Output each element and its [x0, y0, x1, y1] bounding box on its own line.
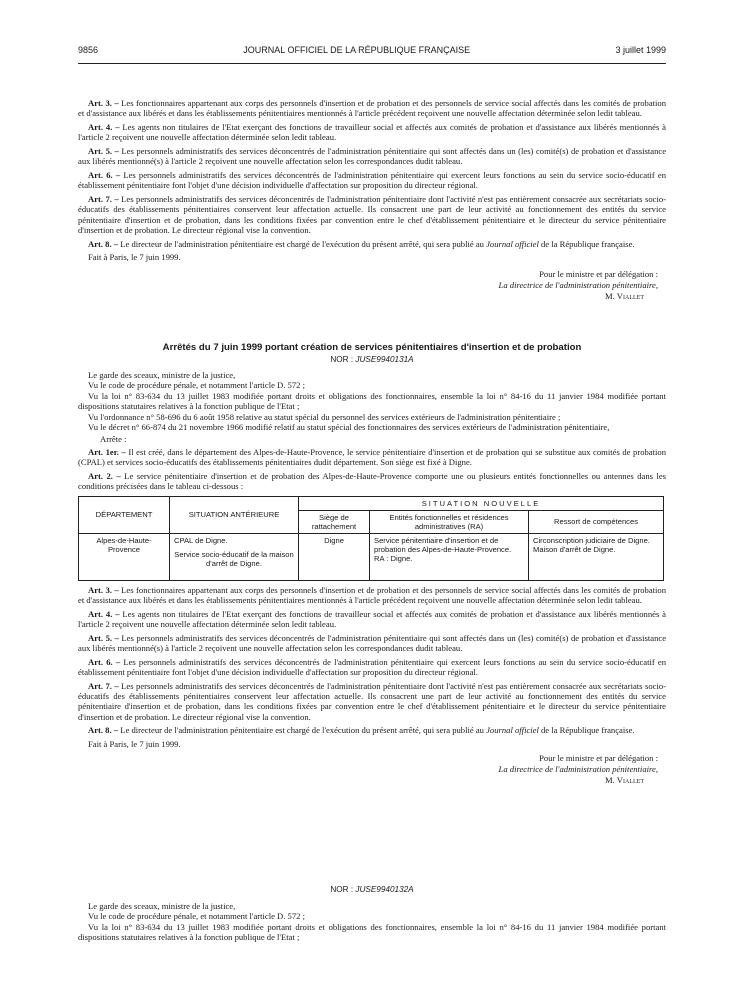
col-header-siege: Siège de rattachement — [299, 510, 370, 533]
col-header-situation-nouvelle: SITUATION NOUVELLE — [299, 496, 664, 510]
article-8: Art. 8. – Le directeur de l'administration pénitentiaire est chargé de l'exécution du présent arrêté, qui sera publié au Journal officiel de la République française. — [88, 238, 635, 249]
article-1: Art. 1er. – Il est créé, dans le département des Alpes-de-Haute-Provence, le service pénitentiaire d'insertion et de probation qui se substitue aux comités de probation (CPAL) et services socio-éducatifs des établissements pénitentiaires dudit département. Son siège est fixé à Digne. — [78, 446, 666, 468]
col-header-situation-anterieure: SITUATION ANTÉRIEURE — [170, 496, 299, 533]
article-3: Art. 3. – Les fonctionnaires appartenant aux corps des personnels d'insertion et de probation et des personnels de service social affectés dans les comités de probation et d'assistance aux libérés et dans les établissements pénitentiaires mentionnés à l'article précédent reçoivent une nouvelle affectation déterminée selon ledit tableau. — [78, 98, 667, 119]
cell-entites: Service pénitentiaire d'insertion et de probation des Alpes-de-Haute-Provence. RA : Digne. — [370, 533, 529, 580]
preamble — [78, 901, 666, 943]
article-4: Art. 4. – Les agents non titulaires de l'Etat exerçant des fonctions de travailleur social et affectés aux comités de probation et d'assistance aux libérés mentionnés à l'article 2 reçoivent une nouvelle affectation déterminée selon ledit tableau. — [78, 122, 666, 143]
fait-a-paris: Fait à Paris, le 7 juin 1999. — [88, 739, 181, 750]
preamble-line: Vu l'ordonnance n° 58-696 du 6 août 1958 relative au statut spécial du personnel des services extérieurs de l'administration pénitentiaire ; — [88, 411, 561, 422]
preamble-line: Vu la loi n° 83-634 du 13 juillet 1983 modifiée portant droits et obligations des fonctionnaires, ensemble la loi n° 84-16 du 11 janvier 1984 modifiée portant dispositions statutaires relatives à la fonction publique de l'Etat ; — [78, 390, 666, 412]
articles-3-to-8 — [78, 585, 666, 787]
page-number: 9856 — [78, 45, 99, 55]
article-3: Art. 3. – Les fonctionnaires appartenant aux corps des personnels d'insertion et de probation et des personnels de service social affectés dans les comités de probation et d'assistance aux libérés et dans les établissements pénitentiaires mentionnés à l'article précédent reçoivent une nouvelle affectation déterminée selon ledit tableau. — [78, 584, 667, 606]
article-4: Art. 4. – Les agents non titulaires de l'Etat exerçant des fonctions de travailleur social et affectés aux comités de probation et d'assistance aux libérés mentionnés à l'article 2 reçoivent une nouvelle affectation déterminée selon ledit tableau. — [78, 608, 666, 630]
preamble-line: Le garde des sceaux, ministre de la justice, — [88, 901, 236, 911]
col-header-entites: Entités fonctionnelles et résidences administratives (RA) — [370, 510, 529, 533]
preamble-line: Le garde des sceaux, ministre de la justice, — [88, 370, 236, 380]
signature-block: Pour le ministre et par délégation : La directrice de l'administration pénitentiaire, M. Viallet — [498, 753, 658, 786]
signature-block: Pour le ministre et par délégation : La directrice de l'administration pénitentiaire, M. Viallet — [498, 268, 658, 301]
arrete-label: Arrête : — [100, 434, 127, 445]
assignment-table — [78, 496, 664, 581]
article-7: Art. 7. – Les personnels administratifs des services déconcentrés de l'administration pénitentiaire dont l'activité n'est pas entièrement consacrée aux secrétariats socio-éducatifs des établissements pénitentiaires conservent leur affectation actuelle. Ils consacrent une part de leur activité au fonctionnement des entités du service pénitentiaire d'insertion et de probation, dans les conditions fixées par convention entre le chef d'établissement pénitentiaire et le directeur du service pénitentiaire d'insertion et de probation. Le directeur régional vise la convention. — [78, 194, 666, 236]
decree-title: Arrêtés du 7 juin 1999 portant création de services pénitentiaires d'insertion et de probation — [162, 342, 582, 353]
header-rule — [78, 63, 666, 64]
preamble-line: Vu le code de procédure pénale, et notamment l'article D. 572 ; — [88, 380, 305, 391]
article-6: Art. 6. – Les personnels administratifs des services déconcentrés de l'administration pénitentiaire qui exercent leurs fonctions au sein du service socio-éducatif en établissement pénitentiaire font l'objet d'une décision individuelle d'affectation sur proposition du directeur régional. — [78, 170, 666, 191]
previous-decree-end — [78, 98, 666, 302]
cell-departement: Alpes-de-Haute-Provence — [79, 533, 170, 580]
col-header-ressort: Ressort de compétences — [529, 510, 664, 533]
fait-a-paris: Fait à Paris, le 7 juin 1999. — [88, 252, 181, 263]
nor-reference: NOR : JUSE9940131A — [330, 355, 414, 364]
preamble-line: Vu la loi n° 83-634 du 13 juillet 1983 modifiée portant droits et obligations des fonctionnaires, ensemble la loi n° 84-16 du 11 janvier 1984 modifiée portant dispositions statutaires relatives à la fonction publique de l'Etat ; — [78, 921, 666, 943]
article-2: Art. 2. – Le service pénitentiaire d'insertion et de probation des Alpes-de-Haute-Provence comporte une ou plusieurs entités fonctionnelles ou antennes dans les conditions précisées dans le tableau ci-dessous : — [78, 470, 666, 492]
journal-title: JOURNAL OFFICIEL DE LA RÉPUBLIQUE FRANÇAISE — [243, 45, 471, 55]
preamble — [78, 370, 666, 432]
decree-juse9940132a — [78, 884, 666, 943]
preamble-line: Vu le décret n° 66-874 du 21 novembre 1966 modifié relatif au statut spécial des fonctionnaires des services extérieurs de l'administration pénitentiaire, — [88, 422, 610, 433]
table-row — [79, 533, 664, 580]
decree-jusе9940131a — [78, 342, 666, 786]
cell-situation-anterieure: CPAL de Digne. Service socio-éducatif de la maison d'arrêt de Digne. — [170, 533, 299, 580]
cell-ressort: Circonscription judiciaire de Digne. Maison d'arrêt de Digne. — [529, 533, 664, 580]
article-8: Art. 8. – Le directeur de l'administration pénitentiaire est chargé de l'exécution du présent arrêté, qui sera publié au Journal officiel de la République française. — [88, 725, 635, 736]
preamble-line: Vu le code de procédure pénale, et notamment l'article D. 572 ; — [88, 911, 305, 922]
article-5: Art. 5. – Les personnels administratifs des services déconcentrés de l'administration pénitentiaire qui sont affectés dans un (les) comité(s) de probation et d'assistance aux libérés mentionné(s) à l'article 2 reçoivent une nouvelle affectation selon les correspondances dudit tableau. — [78, 632, 667, 654]
article-7: Art. 7. – Les personnels administratifs des services déconcentrés de l'administration pénitentiaire dont l'activité n'est pas entièrement consacrée aux secrétariats socio-éducatifs des établissements pénitentiaires conservent leur affectation actuelle. Ils consacrent une part de leur activité au fonctionnement des entités du service pénitentiaire d'insertion et de probation, dans les conditions fixées par convention entre le chef d'établissement pénitentiaire et le directeur du service pénitentiaire d'insertion et de probation. Le directeur régional vise la convention. — [78, 680, 666, 722]
page-header — [78, 45, 666, 59]
article-5: Art. 5. – Les personnels administratifs des services déconcentrés de l'administration pénitentiaire qui sont affectés dans un (les) comité(s) de probation et d'assistance aux libérés mentionné(s) à l'article 2 reçoivent une nouvelle affectation selon les correspondances dudit tableau. — [78, 146, 667, 167]
article-6: Art. 6. – Les personnels administratifs des services déconcentrés de l'administration pénitentiaire qui exercent leurs fonctions au sein du service socio-éducatif en établissement pénitentiaire font l'objet d'une décision individuelle d'affectation sur proposition du directeur régional. — [78, 656, 666, 678]
col-header-departement: DÉPARTEMENT — [79, 496, 170, 533]
issue-date: 3 juillet 1999 — [615, 45, 666, 55]
nor-reference: NOR : JUSE9940132A — [330, 885, 414, 894]
cell-siege: Digne — [299, 533, 370, 580]
